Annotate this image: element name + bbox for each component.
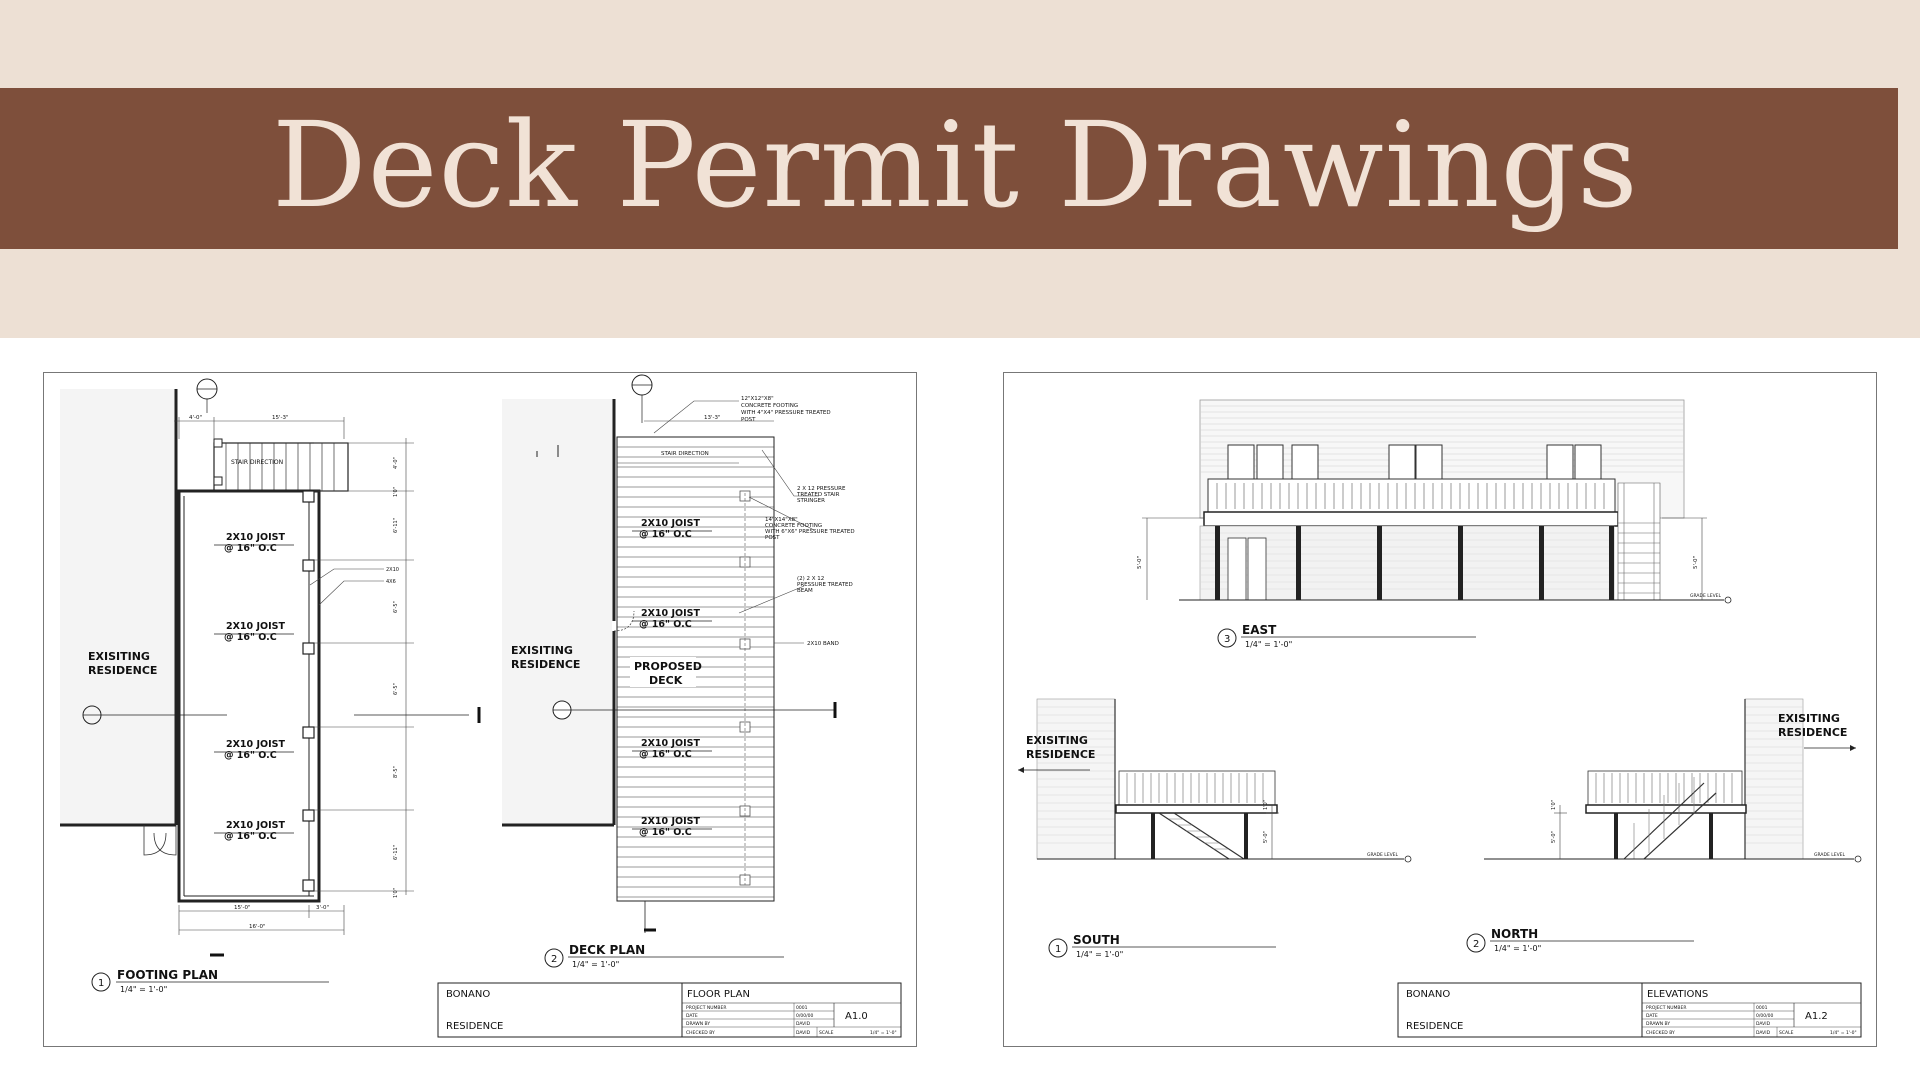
tb1-r3-label: DRAWN BY — [686, 1022, 711, 1027]
deck-joist-2-oc: @ 16" O.C — [639, 619, 692, 630]
title-banner — [0, 88, 1898, 249]
footing-joist-1: 2X10 JOIST — [226, 532, 285, 543]
dim-bottom-total: 16'-0" — [249, 924, 266, 930]
south-dim-2: 5'-0" — [1263, 831, 1269, 843]
south-residence-2: RESIDENCE — [1026, 748, 1096, 761]
north-residence-2: RESIDENCE — [1778, 726, 1848, 739]
deck-plan-name: DECK PLAN — [569, 943, 646, 957]
note-2b: TREATED STAIR — [797, 492, 840, 498]
dim-r8: 1'0" — [393, 887, 399, 898]
footing-joist-4: 2X10 JOIST — [226, 820, 285, 831]
footing-residence-2: RESIDENCE — [88, 664, 158, 677]
east-number: 3 — [1224, 634, 1231, 645]
deck-joist-4: 2X10 JOIST — [641, 816, 700, 827]
deck-residence-2: RESIDENCE — [511, 658, 581, 671]
footing-plan — [60, 379, 479, 994]
note-4c: BEAM — [797, 588, 813, 594]
footing-plan-name: FOOTING PLAN — [117, 968, 219, 982]
south-grade: GRADE LEVEL — [1367, 853, 1399, 858]
note-5: 2X10 BAND — [807, 641, 839, 647]
note-1b: CONCRETE FOOTING — [741, 403, 799, 409]
footing-joist-3: 2X10 JOIST — [226, 739, 285, 750]
tb1-r4-val: DAVID — [796, 1031, 811, 1036]
sheet-floor-plan — [43, 372, 917, 1047]
dim-bottom-right: 3'-0" — [316, 905, 330, 911]
deck-plan-number: 2 — [551, 954, 558, 965]
tb2-scale-label: SCALE — [1779, 1031, 1794, 1036]
title-block-a1-0 — [438, 983, 901, 1037]
dim-bottom-span: 15'-0" — [234, 905, 251, 911]
east-dim-left: 5'-0" — [1137, 555, 1143, 569]
proposed-1: PROPOSED — [634, 660, 702, 673]
footing-joist-4-oc: @ 16" O.C — [224, 831, 277, 842]
south-name: SOUTH — [1073, 933, 1120, 947]
tb2-r1-val: 0001 — [1756, 1006, 1768, 1011]
dim-r7: 6'-11" — [393, 844, 399, 860]
tb2-r2-label: DATE — [1646, 1014, 1658, 1019]
tb1-r2-val: 0/00/00 — [796, 1014, 814, 1019]
note-4b: PRESSURE TREATED — [797, 582, 853, 588]
north-grade: GRADE LEVEL — [1814, 853, 1846, 858]
deck-joist-1-oc: @ 16" O.C — [639, 529, 692, 540]
dim-top-left: 4'-0" — [189, 415, 203, 421]
south-residence-1: EXISITING — [1026, 734, 1088, 747]
east-name: EAST — [1242, 623, 1277, 637]
tb1-r4-label: CHECKED BY — [686, 1031, 715, 1036]
north-dim-2: 5'-0" — [1551, 831, 1557, 843]
note-1a: 12"X12"X8" — [741, 396, 774, 402]
tb2-r3-label: DRAWN BY — [1646, 1022, 1671, 1027]
deck-residence-1: EXISITING — [511, 644, 573, 657]
deck-top-dim: 13'-3" — [704, 415, 721, 421]
north-dim-1: 1'0" — [1551, 799, 1557, 810]
deck-plan-scale: 1/4" = 1'-0" — [572, 960, 620, 969]
east-scale: 1/4" = 1'-0" — [1245, 640, 1293, 649]
footing-plan-number: 1 — [98, 978, 105, 989]
note-3d: POST — [765, 535, 780, 541]
note-4a: (2) 2 X 12 — [797, 576, 825, 582]
deck-joist-1: 2X10 JOIST — [641, 518, 700, 529]
tb1-r1-label: PROJECT NUMBER — [686, 1006, 727, 1011]
east-dim-right: 5'-0" — [1693, 555, 1699, 569]
deck-joist-2: 2X10 JOIST — [641, 608, 700, 619]
tb2-r4-label: CHECKED BY — [1646, 1031, 1675, 1036]
tb2-r1-label: PROJECT NUMBER — [1646, 1006, 1687, 1011]
footing-joist-2: 2X10 JOIST — [226, 621, 285, 632]
tb2-r3-val: DAVID — [1756, 1022, 1771, 1027]
deck-joist-3: 2X10 JOIST — [641, 738, 700, 749]
tb2-r4-val: DAVID — [1756, 1031, 1771, 1036]
north-residence-1: EXISITING — [1778, 712, 1840, 725]
tb2-client: BONANO — [1406, 989, 1451, 1000]
dim-top-span: 15'-3" — [272, 415, 289, 421]
note-3b: CONCRETE FOOTING — [765, 523, 823, 529]
floor-plan-drawing — [44, 373, 916, 1046]
title-block-a1-2 — [1398, 983, 1861, 1037]
existing-residence-wall — [60, 389, 176, 825]
tb1-r3-val: DAVID — [796, 1022, 811, 1027]
tb2-r2-val: 0/00/00 — [1756, 1014, 1774, 1019]
note-3c: WITH 6"X6" PRESSURE TREATED — [765, 529, 855, 535]
south-elevation — [1018, 699, 1411, 959]
dim-r6: 8'-5" — [393, 766, 399, 778]
north-elevation — [1467, 699, 1861, 953]
tb1-scale: 1/4" = 1'-0" — [870, 1031, 897, 1036]
tb2-scale: 1/4" = 1'-0" — [1830, 1031, 1857, 1036]
footing-residence-1: EXISITING — [88, 650, 150, 663]
east-grade: GRADE LEVEL — [1690, 594, 1722, 599]
deck-joist-4-oc: @ 16" O.C — [639, 827, 692, 838]
dim-r3: 6'-11" — [393, 517, 399, 533]
dim-r1: 4'-0" — [393, 457, 399, 469]
note-1c: WITH 4"X4" PRESSURE TREATED — [741, 410, 831, 416]
dim-r2: 1'0" — [393, 486, 399, 497]
north-number: 2 — [1473, 939, 1480, 950]
tb1-client2: RESIDENCE — [446, 1021, 504, 1032]
tb1-client: BONANO — [446, 989, 491, 1000]
note-3a: 14"X14"X8" — [765, 517, 798, 523]
north-scale: 1/4" = 1'-0" — [1494, 944, 1542, 953]
tb1-r1-val: 0001 — [796, 1006, 808, 1011]
stair-area — [214, 443, 348, 491]
note-2a: 2 X 12 PRESSURE — [797, 486, 846, 492]
note-2c: STRINGER — [797, 498, 825, 504]
dim-r5: 6'-5" — [393, 683, 399, 695]
note-1d: POST — [741, 417, 756, 423]
deck-stair-direction: STAIR DIRECTION — [661, 451, 709, 457]
east-elevation — [1137, 400, 1731, 649]
tb2-client2: RESIDENCE — [1406, 1021, 1464, 1032]
callout-2x10: 2X10 — [386, 567, 399, 573]
north-name: NORTH — [1491, 927, 1539, 941]
tb2-sheet-title: ELEVATIONS — [1647, 989, 1709, 1000]
footing-stair-direction: STAIR DIRECTION — [231, 459, 284, 466]
footing-joist-1-oc: @ 16" O.C — [224, 543, 277, 554]
tb2-sheet-no: A1.2 — [1805, 1011, 1828, 1022]
elevations-drawing — [1004, 373, 1876, 1046]
deck-joist-3-oc: @ 16" O.C — [639, 749, 692, 760]
sheet-elevations — [1003, 372, 1877, 1047]
tb1-scale-label: SCALE — [819, 1031, 834, 1036]
south-number: 1 — [1055, 944, 1062, 955]
south-dim-1: 1'0" — [1263, 799, 1269, 810]
south-scale: 1/4" = 1'-0" — [1076, 950, 1124, 959]
footing-joist-3-oc: @ 16" O.C — [224, 750, 277, 761]
dim-r4: 6'-5" — [393, 601, 399, 613]
proposed-2: DECK — [649, 674, 683, 687]
tb1-sheet-title: FLOOR PLAN — [687, 989, 750, 1000]
callout-4x6: 4X6 — [386, 579, 396, 585]
page-title: Deck Permit Drawings — [272, 96, 1639, 234]
deck-plan — [502, 375, 855, 969]
footing-joist-2-oc: @ 16" O.C — [224, 632, 277, 643]
tb1-sheet-no: A1.0 — [845, 1011, 868, 1022]
tb1-r2-label: DATE — [686, 1014, 698, 1019]
footing-plan-scale: 1/4" = 1'-0" — [120, 985, 168, 994]
